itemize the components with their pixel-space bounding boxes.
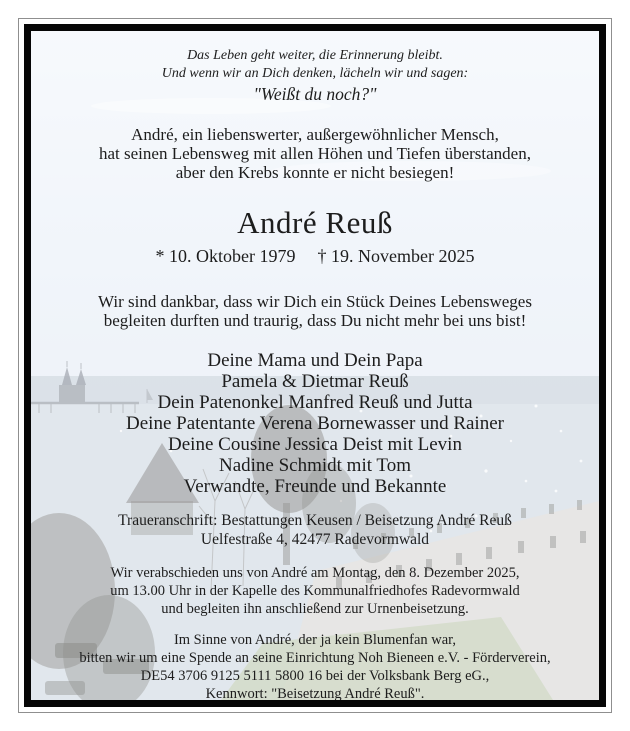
mourner-line: Verwandte, Freunde und Bekannte — [183, 476, 447, 497]
card-black-frame — [24, 24, 606, 707]
card-outer-border — [18, 18, 612, 713]
gratitude-line: begleiten durften und traurig, dass Du nicht mehr bei uns bist! — [103, 311, 527, 330]
mourner-line: Nadine Schmidt mit Tom — [218, 455, 411, 476]
mourner-line: Dein Patenonkel Manfred Reuß und Jutta — [157, 392, 473, 413]
intro-line: hat seinen Lebensweg mit allen Höhen und Tiefen überstanden, — [99, 144, 531, 163]
epigraph-line: Und wenn wir an Dich denken, lächeln wir und sagen: — [161, 65, 469, 81]
service-line: um 13.00 Uhr in der Kapelle des Kommunalfriedhofes Radevormwald — [110, 583, 520, 599]
intro-line: aber den Krebs konnte er nicht besiegen! — [175, 163, 455, 182]
intro-line: André, ein liebenswerter, außergewöhnlicher Mensch, — [131, 125, 499, 144]
deceased-name: André Reuß — [237, 205, 393, 240]
address-line: Traueranschrift: Bestattungen Keusen / Beisetzung André Reuß — [118, 512, 512, 529]
donation-block — [31, 631, 599, 700]
service-line: und begleiten ihn anschließend zur Urnenbeisetzung. — [161, 601, 469, 617]
funeral-service-block — [31, 564, 599, 618]
mourning-address-block — [31, 511, 599, 549]
epigraph-line: Das Leben geht weiter, die Erinnerung bleibt. — [187, 48, 443, 63]
mourner-line: Deine Patentante Verena Bornewasser und Rainer — [126, 413, 504, 434]
service-line: Wir verabschieden uns von André am Montag, den 8. Dezember 2025, — [110, 565, 520, 581]
epigraph-block — [31, 47, 599, 105]
gratitude-line: Wir sind dankbar, dass wir Dich ein Stück Deines Lebensweges — [98, 292, 532, 311]
donation-line: bitten wir um eine Spende an seine Einrichtung Noh Bieneen e.V. - Förderverein, — [79, 650, 551, 666]
mourner-line: Deine Cousine Jessica Deist mit Levin — [168, 434, 462, 455]
address-line: Uelfestraße 4, 42477 Radevormwald — [200, 531, 430, 548]
donation-line: Im Sinne von André, der ja kein Blumenfan war, — [173, 632, 457, 648]
obituary-text — [31, 31, 599, 700]
donation-line: DE54 3706 9125 5111 5800 16 bei der Volksbank Berg eG., — [140, 668, 490, 684]
epigraph-quote: "Weißt du noch?" — [253, 84, 377, 104]
death-date: † 19. November 2025 — [317, 246, 475, 266]
card-content — [31, 31, 599, 700]
intro-block — [31, 125, 599, 182]
mourners-block — [31, 350, 599, 497]
donation-line: Kennwort: "Beisetzung André Reuß". — [205, 686, 425, 700]
life-dates — [31, 246, 599, 266]
gratitude-block — [31, 292, 599, 330]
birth-date: * 10. Oktober 1979 — [155, 246, 296, 266]
mourner-line: Deine Mama und Dein Papa — [207, 350, 423, 371]
mourner-line: Pamela & Dietmar Reuß — [221, 371, 409, 392]
